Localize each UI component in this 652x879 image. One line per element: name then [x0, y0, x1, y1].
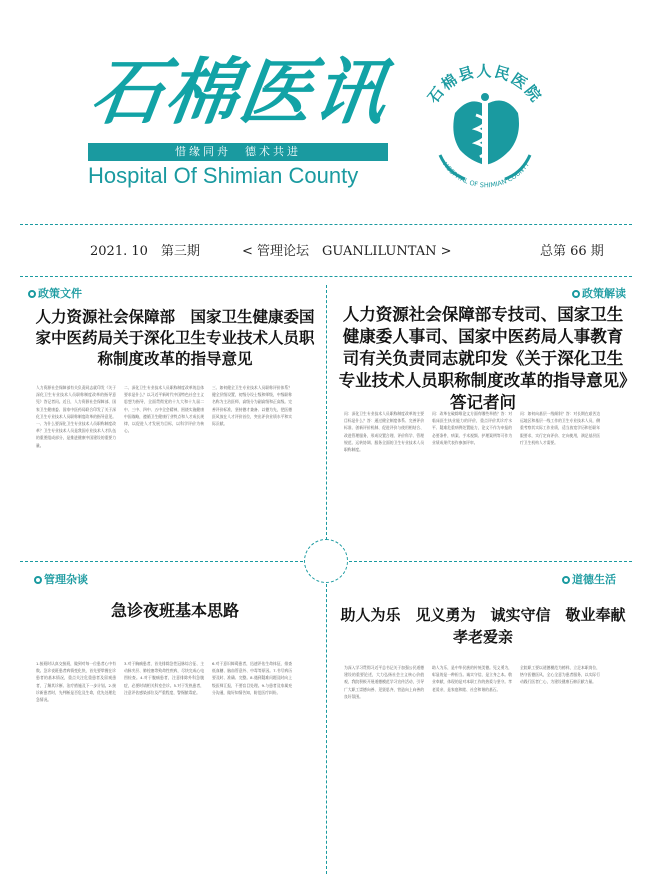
- section-tag: 政策解读: [572, 286, 626, 302]
- article-text-column: 助人为乐，是中华民族的传统美德。见义勇为，彰显的是一种担当。诚实守信，是立身之本。敬业奉献，体现的是对本职工作的热爱与坚守。孝老爱亲，是家庭和睦、社会和谐的基石。: [432, 665, 512, 692]
- article-headline: 急诊夜班基本思路: [110, 601, 239, 620]
- divider: [20, 276, 632, 277]
- article-text-column: 全院职工要以道德模范为榜样，立足本职岗位，恪守医德医风，全心全意为患者服务，以实际行动践行医者仁心，为建设健康石棉贡献力量。: [520, 665, 600, 685]
- center-ornament: [304, 539, 348, 583]
- hospital-logo: [410, 55, 560, 205]
- article-text-column: 1.接班时认真交接班，做到对每一位患者心中有数。急诊夜班患者病情变化快，首先要掌握在诊患者的基本情况，重点关注危重患者及留观患者，了解其诊断、治疗措施及下一步计划。2.接诊新患者时，先判断是否危及生命，优先处理危急情况。: [36, 661, 116, 703]
- section-tag: 道德生活: [562, 572, 616, 588]
- section-divider: [20, 561, 303, 562]
- section-divider: [349, 561, 632, 562]
- article-headline: 人力资源社会保障部专技司、国家卫生健康委人事司、国家中医药局人事教育司有关负责同志就印发《关于深化卫生专业技术人员职称制度改革的指导意见》答记者问: [338, 305, 628, 412]
- newspaper-slogan: 惜缘同舟 德术共进: [88, 143, 388, 161]
- issue-total: 总第 66 期: [540, 244, 604, 259]
- article-text-column: 三、如何健全卫生专业技术人员职称评价体系？健全层级设置，初级分设士级和师级，中级职称名称为主治医师，高级分为副高级和正高级。完善评价标准，坚持德才兼备、以德为先，把医德医风放在人才评价首位，突出评价业绩水平和实际贡献。: [212, 385, 292, 427]
- article-text-column: 3.对于胸痛患者，首先排除急性冠脉综合征、主动脉夹层、肺栓塞等致命性疾病，尽快完成心电图检查。4.对于腹痛患者，注意排除外科急腹症，必要时请相关科室会诊。5.对于发热患者，注意评估感染部位及严重程度，警惕脓毒症。: [124, 661, 204, 695]
- newspaper-english-name: Hospital Of Shimian County: [88, 163, 359, 188]
- newspaper-title: 石棉医讯: [86, 50, 394, 134]
- article-headline: 助人为乐 见义勇为 诚实守信 敬业奉献 孝老爱亲: [340, 606, 641, 646]
- column-divider: [326, 584, 327, 874]
- logo-bottom-text: HOSPITAL OF SHIMIAN COUNTY: [441, 160, 531, 190]
- article-text-column: 问：改革在破除唯论文方面有哪些举措？答：对临床医生执业能力的评价，重点评价其诊疗水平、疑难危重病例处置能力，论文不作为申报的必要条件，病案、手术视频、护理案例等可作为业绩成果代表作参加评审。: [432, 411, 512, 445]
- column-divider: [326, 285, 327, 540]
- issue-bar: [30, 240, 630, 260]
- section-tag: 管理杂谈: [34, 572, 88, 588]
- article-headline: 人力资源社会保障部 国家卫生健康委国家中医药局关于深化卫生专业技术人员职称制度改革的指导意见: [35, 307, 315, 368]
- article-text-column: 人力资源社会保障部有关负责同志就印发《关于深化卫生专业技术人员职称制度改革的指导意见》答记者问。近日，人力资源社会保障部、国家卫生健康委、国家中医药局联合印发了关于深化卫生专业技术人员职称制度改革的指导意见。一、为什么要深化卫生专业技术人员职称制度改革？卫生专业技术人员是我国专业技术人才队伍的重要组成部分，是推进健康中国建设的重要力量。: [36, 385, 116, 448]
- caduceus-icon: [440, 92, 530, 179]
- article-text-column: 问：如何向基层一线倾斜？答：对长期在艰苦边远地区和基层一线工作的卫生专业技术人员，侧重考察其实际工作业绩，适当放宽学历和任职年限要求，实行定向评价、定向使用，满足基层医疗卫生机构人才需要。: [520, 411, 600, 445]
- article-text-column: 6.对于意识障碍患者，迅速评估生命体征，排查低血糖、脑血管意外、中毒等原因。7.书写病历要及时、准确、完整。8.遇到疑难问题及时向上级医师汇报，不要盲目处理。9.与患者及家属充分沟通，做好知情告知，防范医疗纠纷。: [212, 661, 292, 695]
- article-text-column: 为深入学习贯彻习近平总书记关于加强公民道德建设的重要论述，大力弘扬社会主义核心价值观，我院积极开展道德模范学习宣传活动，引导广大职工崇德向善、见贤思齐，营造向上向善的良好氛围。: [344, 665, 424, 699]
- divider: [20, 224, 632, 225]
- logo-arc-text: 石棉县人民医院: [424, 62, 546, 107]
- issue-date: 2021. 10 第三期: [90, 244, 200, 259]
- article-text-column: 问：深化卫生专业技术人员职称制度改革的主要目标是什么？答：通过健全制度体系、完善评价标准、创新评价机制、促进评价与使用相结合、改进管理服务，形成设置合理、评价科学、管理规范、运转协调、服务全面的卫生专业技术人员职称制度。: [344, 411, 424, 453]
- section-tag: 政策文件: [28, 286, 82, 302]
- article-text-column: 二、深化卫生专业技术人员职称制度改革的总体要求是什么？以习近平新时代中国特色社会主义思想为指导，全面贯彻党的十九大和十九届二中、三中、四中、五中全会精神，围绕实施健康中国战略，遵循卫生健康行业特点和人才成长规律，以促进人才发展为目标，以科学评价为核心。: [124, 385, 204, 434]
- masthead: [0, 0, 652, 205]
- issue-section: < 管理论坛 GUANLILUNTAN >: [242, 244, 452, 259]
